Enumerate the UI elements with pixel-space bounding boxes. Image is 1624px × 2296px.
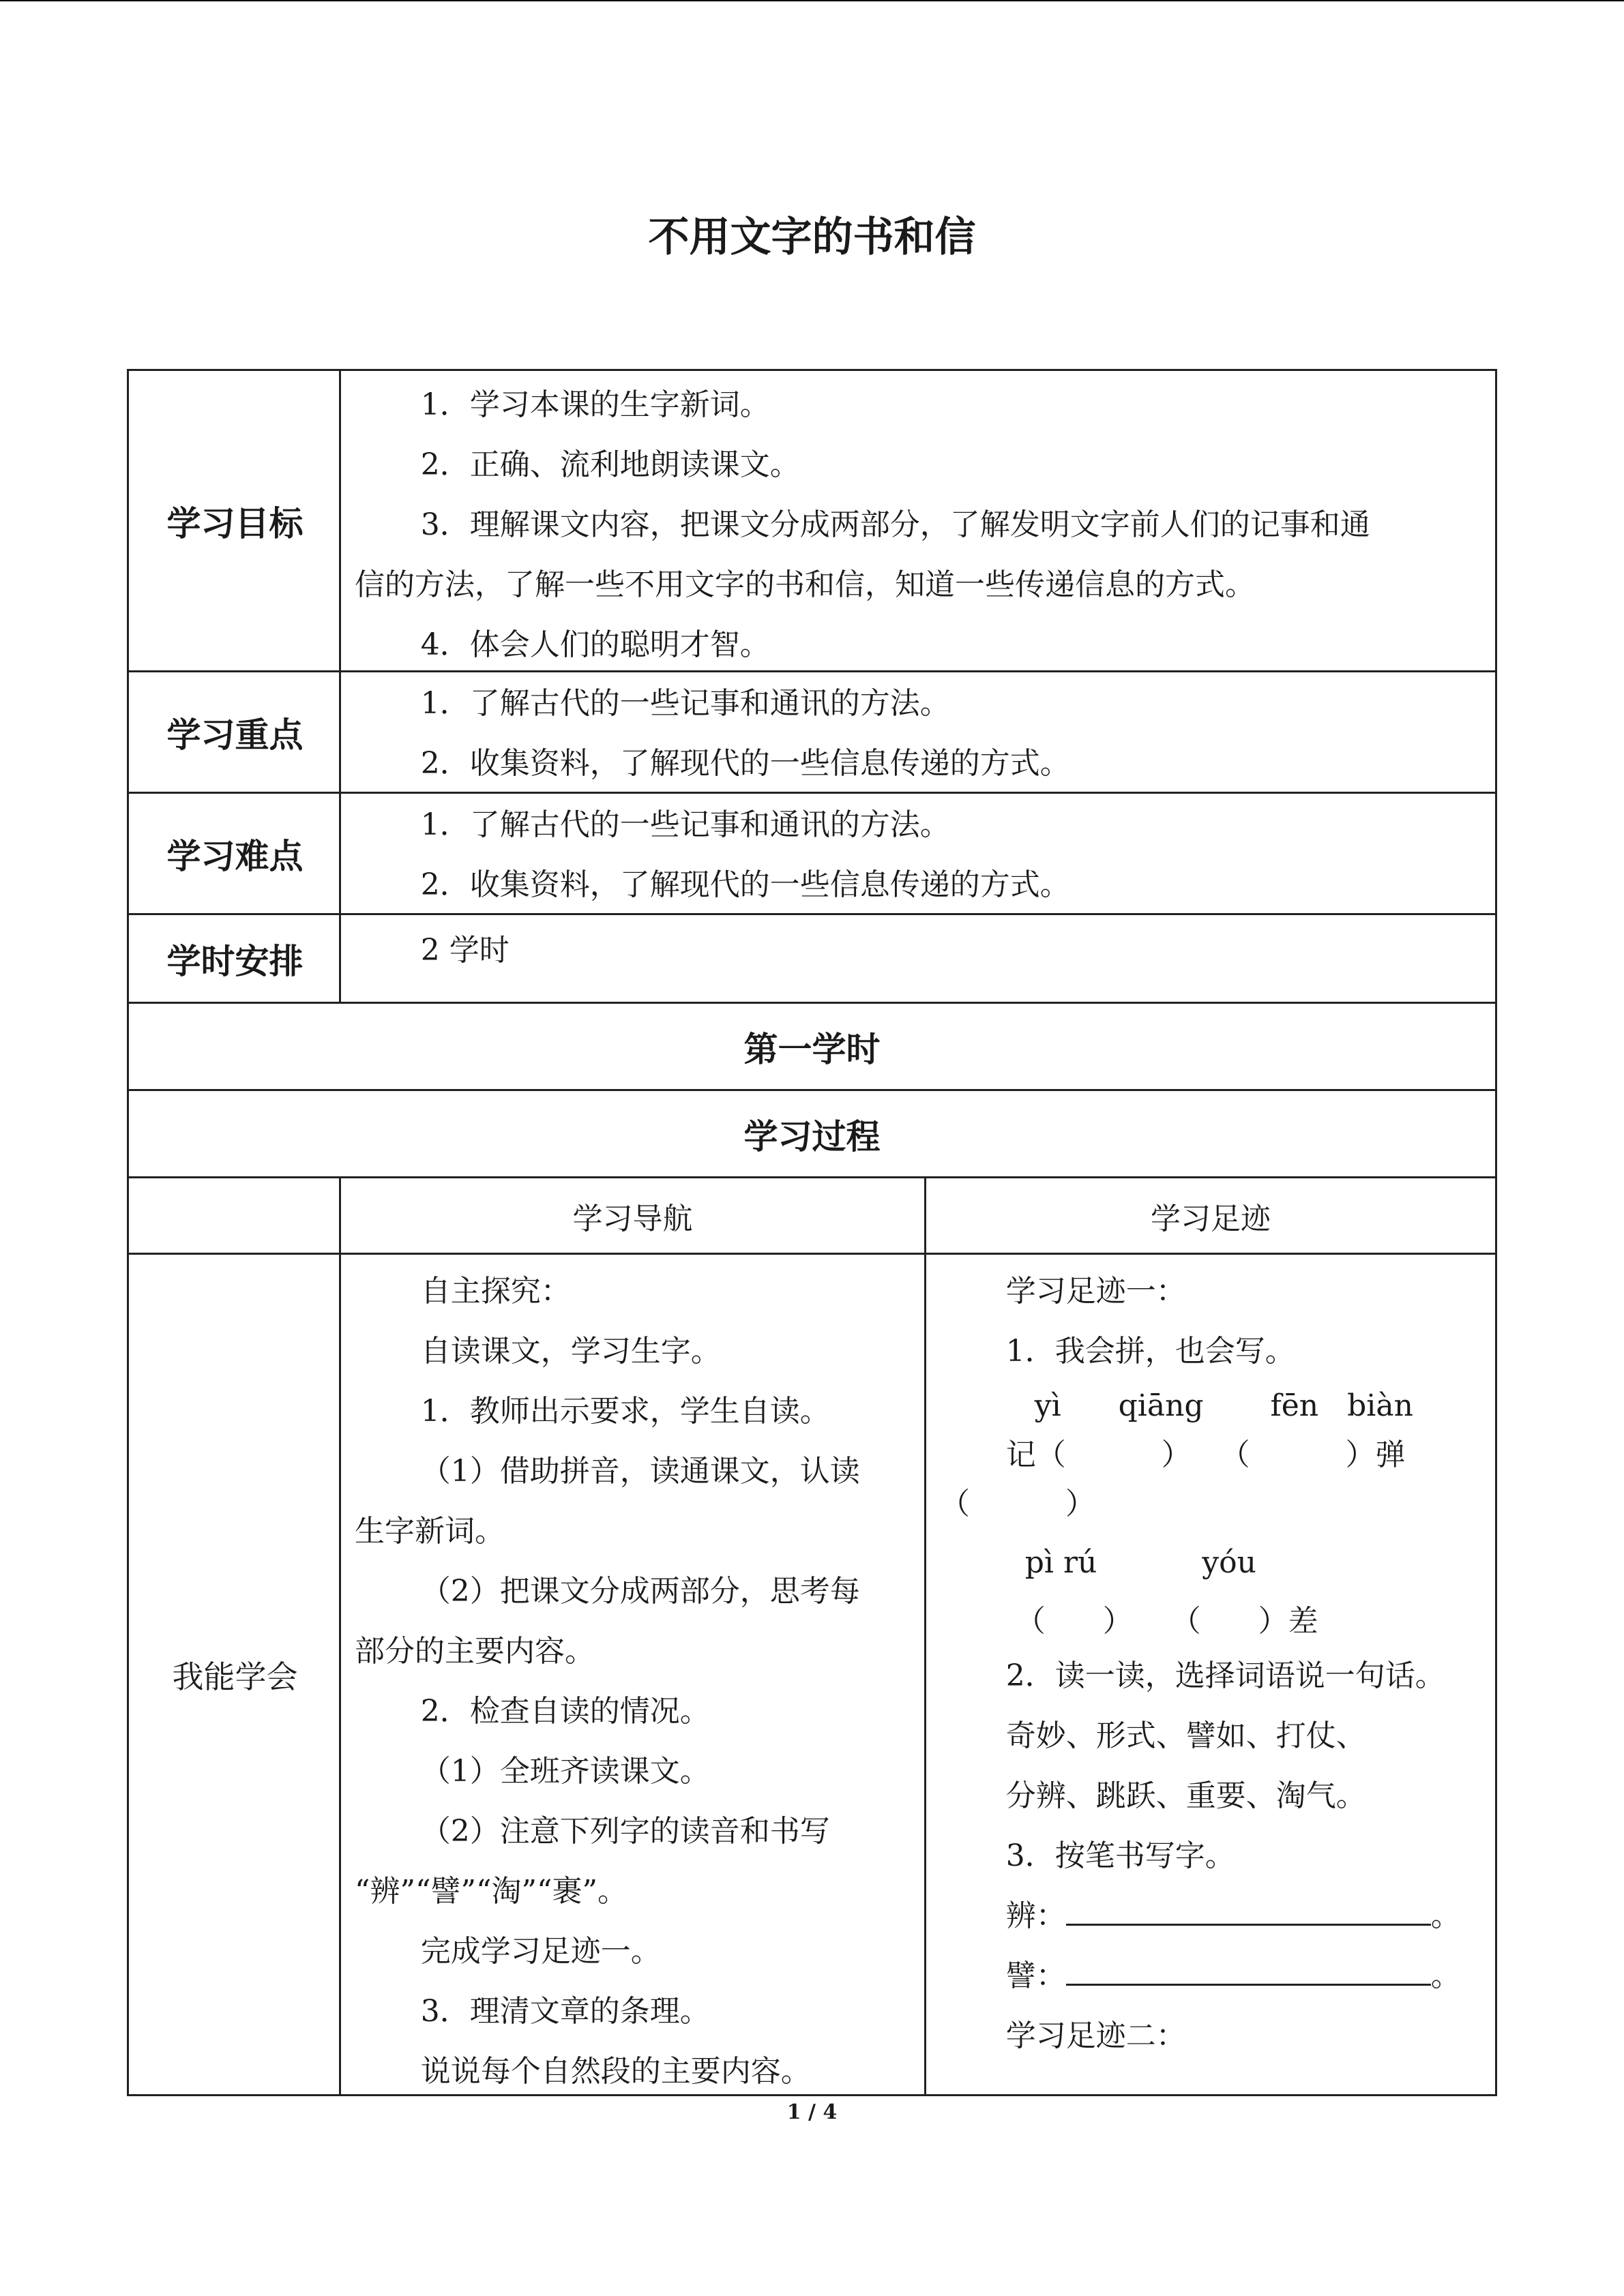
nav-line: 自读课文，学习生字。	[420, 1334, 721, 1369]
nav-line: “辨”“譬”“淘”“裹”。	[355, 1874, 628, 1909]
blank-underline[interactable]	[1066, 1950, 1431, 1986]
row-goals	[127, 369, 1497, 672]
trace-line: 3．按笔书写字。	[1005, 1838, 1235, 1873]
label-focus: 学习重点	[166, 715, 304, 755]
blank-underline[interactable]	[1066, 1890, 1431, 1926]
row-difficulty	[127, 792, 1497, 915]
nav-line: 完成学习足迹一。	[420, 1934, 661, 1969]
goal-item: 1．学习本课的生字新词。	[420, 387, 770, 422]
goal-item: 信的方法，了解一些不用文字的书和信，知道一些传递信息的方式。	[355, 567, 1255, 602]
trace-column	[926, 1255, 1495, 2094]
row-focus	[127, 670, 1497, 794]
pinyin-line: yì qiāng fēn biàn	[1005, 1388, 1413, 1423]
write-line-2: 譬： 。	[940, 1946, 1481, 2006]
nav-line: （1）借助拼音，读通课文，认读	[420, 1454, 860, 1489]
nav-line: （2）把课文分成两部分，思考每	[420, 1574, 860, 1609]
write-line-1: 辨： 。	[940, 1886, 1481, 1946]
trace-line: 学习足迹一：	[1005, 1274, 1186, 1309]
nav-line: 自主探究：	[420, 1274, 571, 1309]
trace-line: 学习足迹二：	[1005, 2018, 1186, 2053]
label-schedule: 学时安排	[166, 941, 304, 981]
page-number: 1 / 4	[786, 2100, 838, 2124]
row-main	[127, 1253, 1497, 2096]
goal-item: 2．正确、流利地朗读课文。	[420, 447, 800, 482]
trace-line: 1．我会拼，也会写。	[1005, 1334, 1295, 1369]
top-border	[0, 0, 1624, 1]
fill-line: （ ） （ ）差	[1005, 1604, 1318, 1639]
nav-line: 1．教师出示要求，学生自读。	[420, 1394, 830, 1429]
nav-line: 3．理清文章的条理。	[420, 1994, 710, 2029]
label-goals: 学习目标	[166, 503, 304, 543]
nav-line: 部分的主要内容。	[355, 1634, 595, 1669]
goal-item: 3．理解课文内容，把课文分成两部分，了解发明文字前人们的记事和通	[420, 507, 1370, 542]
nav-line: 生字新词。	[355, 1514, 505, 1549]
focus-item: 1．了解古代的一些记事和通讯的方法。	[420, 686, 950, 721]
row-schedule	[127, 913, 1497, 1004]
label-difficulty: 学习难点	[166, 836, 304, 876]
header-trace: 学习足迹	[1151, 1201, 1271, 1236]
page-title: 不用文字的书和信	[648, 213, 976, 261]
nav-line: （2）注意下列字的读音和书写	[420, 1814, 830, 1849]
section-process: 学习过程	[127, 1089, 1497, 1178]
focus-item: 2．收集资料，了解现代的一些信息传递的方式。	[420, 746, 1070, 781]
content-schedule	[341, 915, 1495, 1002]
schedule-value: 2 学时	[420, 933, 510, 968]
difficulty-item: 1．了解古代的一些记事和通讯的方法。	[420, 807, 950, 842]
fill-line: 记（ ） （ ）弹	[1005, 1437, 1406, 1472]
nav-column	[341, 1255, 924, 2094]
content-goals	[341, 371, 1495, 670]
nav-line: （1）全班齐读课文。	[420, 1754, 710, 1789]
difficulty-item: 2．收集资料，了解现代的一些信息传递的方式。	[420, 867, 1070, 902]
nav-line: 说说每个自然段的主要内容。	[420, 2054, 811, 2089]
trace-line: 分辨、跳跃、重要、淘气。	[1005, 1778, 1366, 1813]
nav-line: 2．检查自读的情况。	[420, 1694, 710, 1729]
fill-line: （ ）	[940, 1487, 1095, 1521]
trace-line: 奇妙、形式、譬如、打仗、	[1005, 1718, 1366, 1753]
content-focus	[341, 672, 1495, 792]
column-header-row	[127, 1176, 1497, 1255]
section-first-lesson: 第一学时	[127, 1002, 1497, 1091]
goal-item: 4．体会人们的聪明才智。	[420, 627, 770, 662]
label-main: 我能学会	[172, 1658, 298, 1695]
pinyin-line: pì rú yóu	[1005, 1545, 1256, 1580]
content-difficulty	[341, 794, 1495, 913]
header-nav: 学习导航	[572, 1201, 693, 1236]
trace-line: 2．读一读，选择词语说一句话。	[1005, 1658, 1445, 1693]
